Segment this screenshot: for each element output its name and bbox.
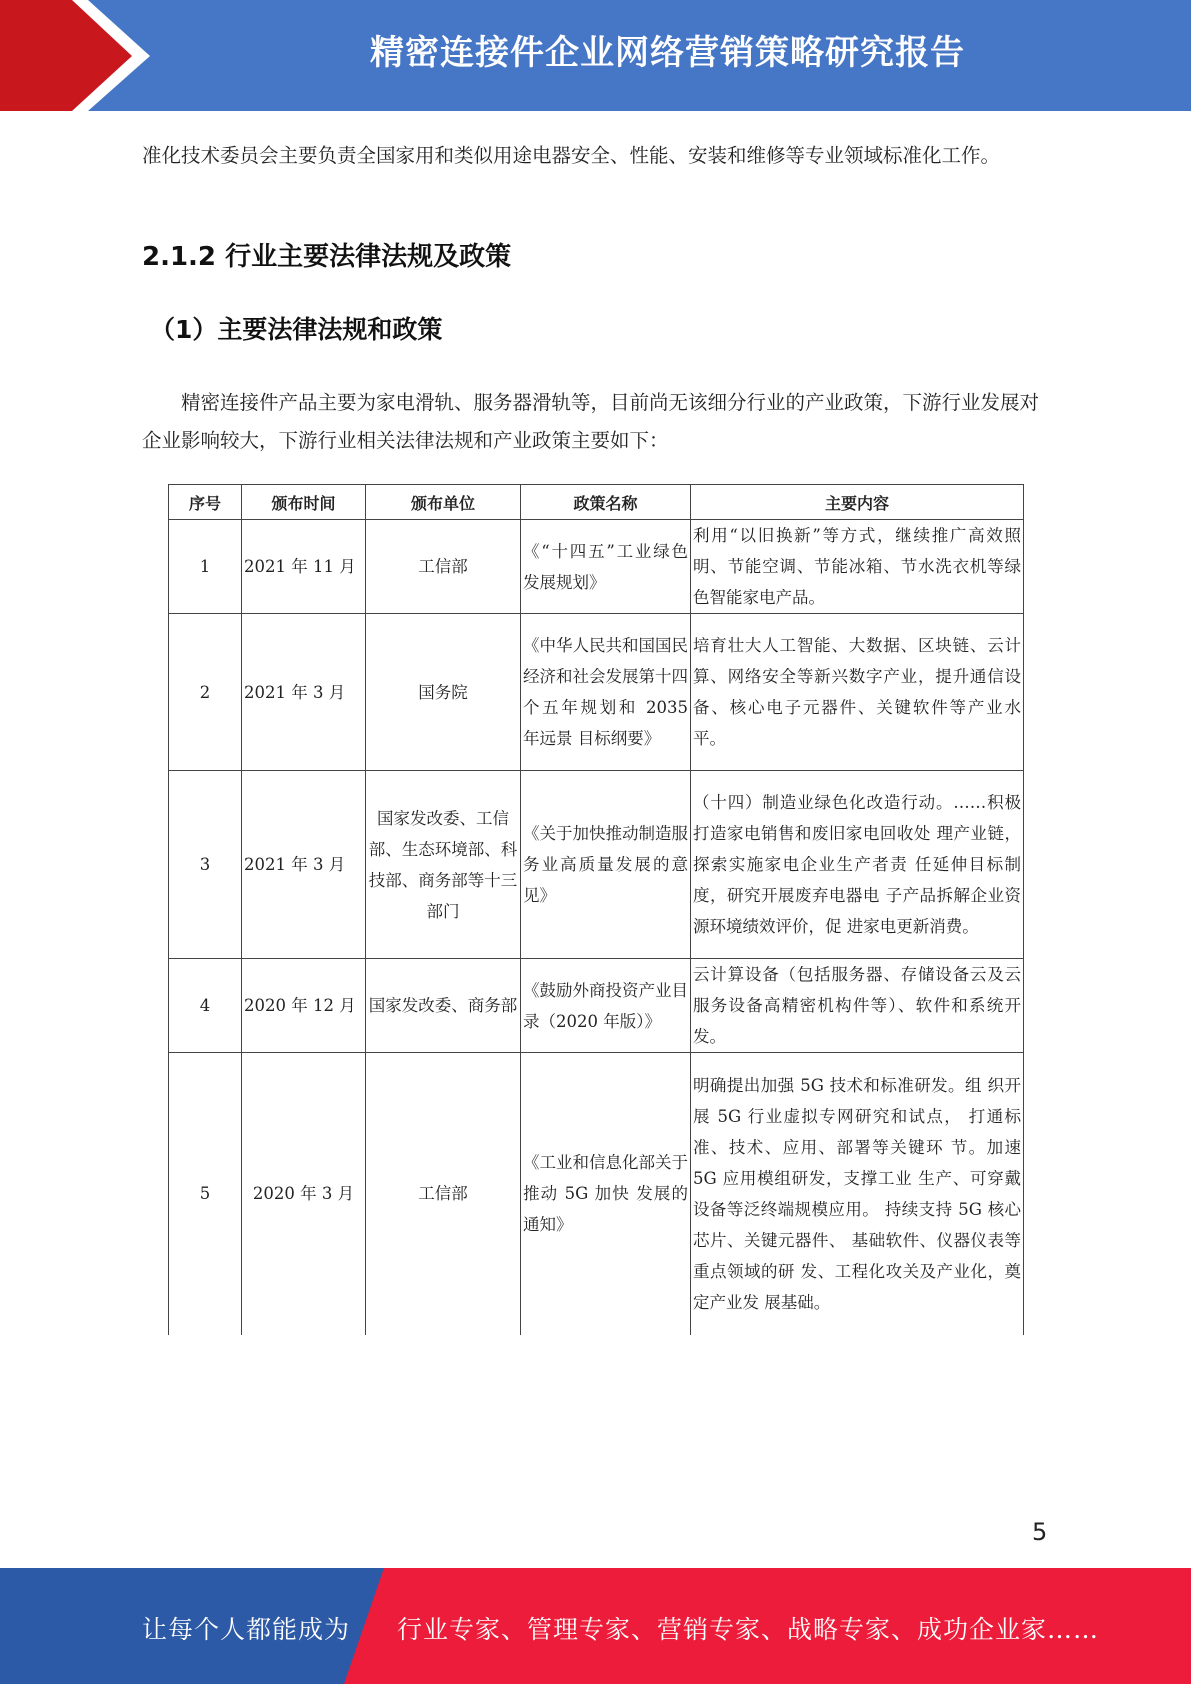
cell-date: 2020 年 3 月	[242, 1053, 366, 1335]
cell-no: 2	[169, 614, 242, 771]
cell-policy: 《中华人民共和国国民经济和社会发展第十四个五年规划和 2035 年远景 目标纲要》	[521, 614, 691, 771]
cell-date: 2021 年 3 月	[242, 771, 366, 959]
footer-slogan-right: 行业专家、管理专家、营销专家、战略专家、成功企业家……	[397, 1615, 1100, 1644]
cell-content: 云计算设备（包括服务器、存储设备云及云服务设备高精密机构件等）、软件和系统开发。	[691, 959, 1024, 1053]
body-paragraph: 精密连接件产品主要为家电滑轨、服务器滑轨等，目前尚无该细分行业的产业政策，下游行业发展对企业影响较大，下游行业相关法律法规和产业政策主要如下：	[142, 391, 1040, 452]
table-header-row	[169, 485, 1024, 520]
table-row	[169, 614, 1024, 771]
cell-policy: 《“十四五”工业绿色发展规划》	[521, 520, 691, 614]
cell-issuer: 国家发改委、商务部	[366, 959, 521, 1053]
cell-content: 利用“以旧换新”等方式，继续推广高效照明、节能空调、节能冰箱、节水洗衣机等绿色智能家电产品。	[691, 520, 1024, 614]
footer-slogan-left: 让每个人都能成为	[142, 1615, 351, 1644]
cell-no: 3	[169, 771, 242, 959]
header-issuer: 颁布单位	[366, 485, 521, 520]
page-header	[0, 0, 1191, 111]
cell-date: 2021 年 3 月	[242, 614, 366, 771]
table-row	[169, 959, 1024, 1053]
table-row	[169, 1053, 1024, 1335]
table-row	[169, 771, 1024, 959]
cell-no: 4	[169, 959, 242, 1053]
cell-issuer: 工信部	[366, 520, 521, 614]
header-date: 颁布时间	[242, 485, 366, 520]
cell-no: 5	[169, 1053, 242, 1335]
subsection-heading: （1）主要法律法规和政策	[150, 315, 443, 344]
cell-date: 2021 年 11 月	[242, 520, 366, 614]
header-no: 序号	[169, 485, 242, 520]
cell-no: 1	[169, 520, 242, 614]
cell-policy: 《鼓励外商投资产业目录（2020 年版）》	[521, 959, 691, 1053]
header-policy: 政策名称	[521, 485, 691, 520]
cell-issuer: 国务院	[366, 614, 521, 771]
table-row	[169, 520, 1024, 614]
cell-content: 明确提出加强 5G 技术和标准研发。组 织开展 5G 行业虚拟专网研究和试点， 打通标准、技术、应用、部署等关键环 节。加速 5G 应用模组研发，支撑工业 生产、可穿戴设备等泛终端规模应用。 持续支持 5G 核心芯片、关键元器件、 基础软件、仪器仪表等重点领域的研 发、工程化攻关及产业化，奠定产业发 展基础。	[691, 1053, 1024, 1335]
cell-issuer: 工信部	[366, 1053, 521, 1335]
policy-table	[168, 484, 1024, 1335]
cell-issuer: 国家发改委、工信部、生态环境部、科技部、商务部等十三部门	[366, 771, 521, 959]
cell-policy: 《关于加快推动制造服务业高质量发展的意见》	[521, 771, 691, 959]
report-title: 精密连接件企业网络营销策略研究报告	[370, 33, 965, 73]
cell-content: 培育壮大人工智能、大数据、区块链、云计算、网络安全等新兴数字产业，提升通信设备、核心电子元器件、关键软件等产业水平。	[691, 614, 1024, 771]
cell-policy: 《工业和信息化部关于推动 5G 加快 发展的通知》	[521, 1053, 691, 1335]
header-content: 主要内容	[691, 485, 1024, 520]
header-red-arrow-shape	[0, 0, 150, 111]
cell-date: 2020 年 12 月	[242, 959, 366, 1053]
intro-paragraph: 准化技术委员会主要负责全国家用和类似用途电器安全、性能、安装和维修等专业领域标准化工作。	[142, 144, 1001, 167]
cell-content: （十四）制造业绿色化改造行动。……积极打造家电销售和废旧家电回收处 理产业链，探索实施家电企业生产者责 任延伸目标制度，研究开展废弃电器电 子产品拆解企业资源环境绩效评价，促 进家电更新消费。	[691, 771, 1024, 959]
page-number: 5	[1032, 1518, 1048, 1546]
section-heading: 2.1.2 行业主要法律法规及政策	[142, 242, 512, 272]
